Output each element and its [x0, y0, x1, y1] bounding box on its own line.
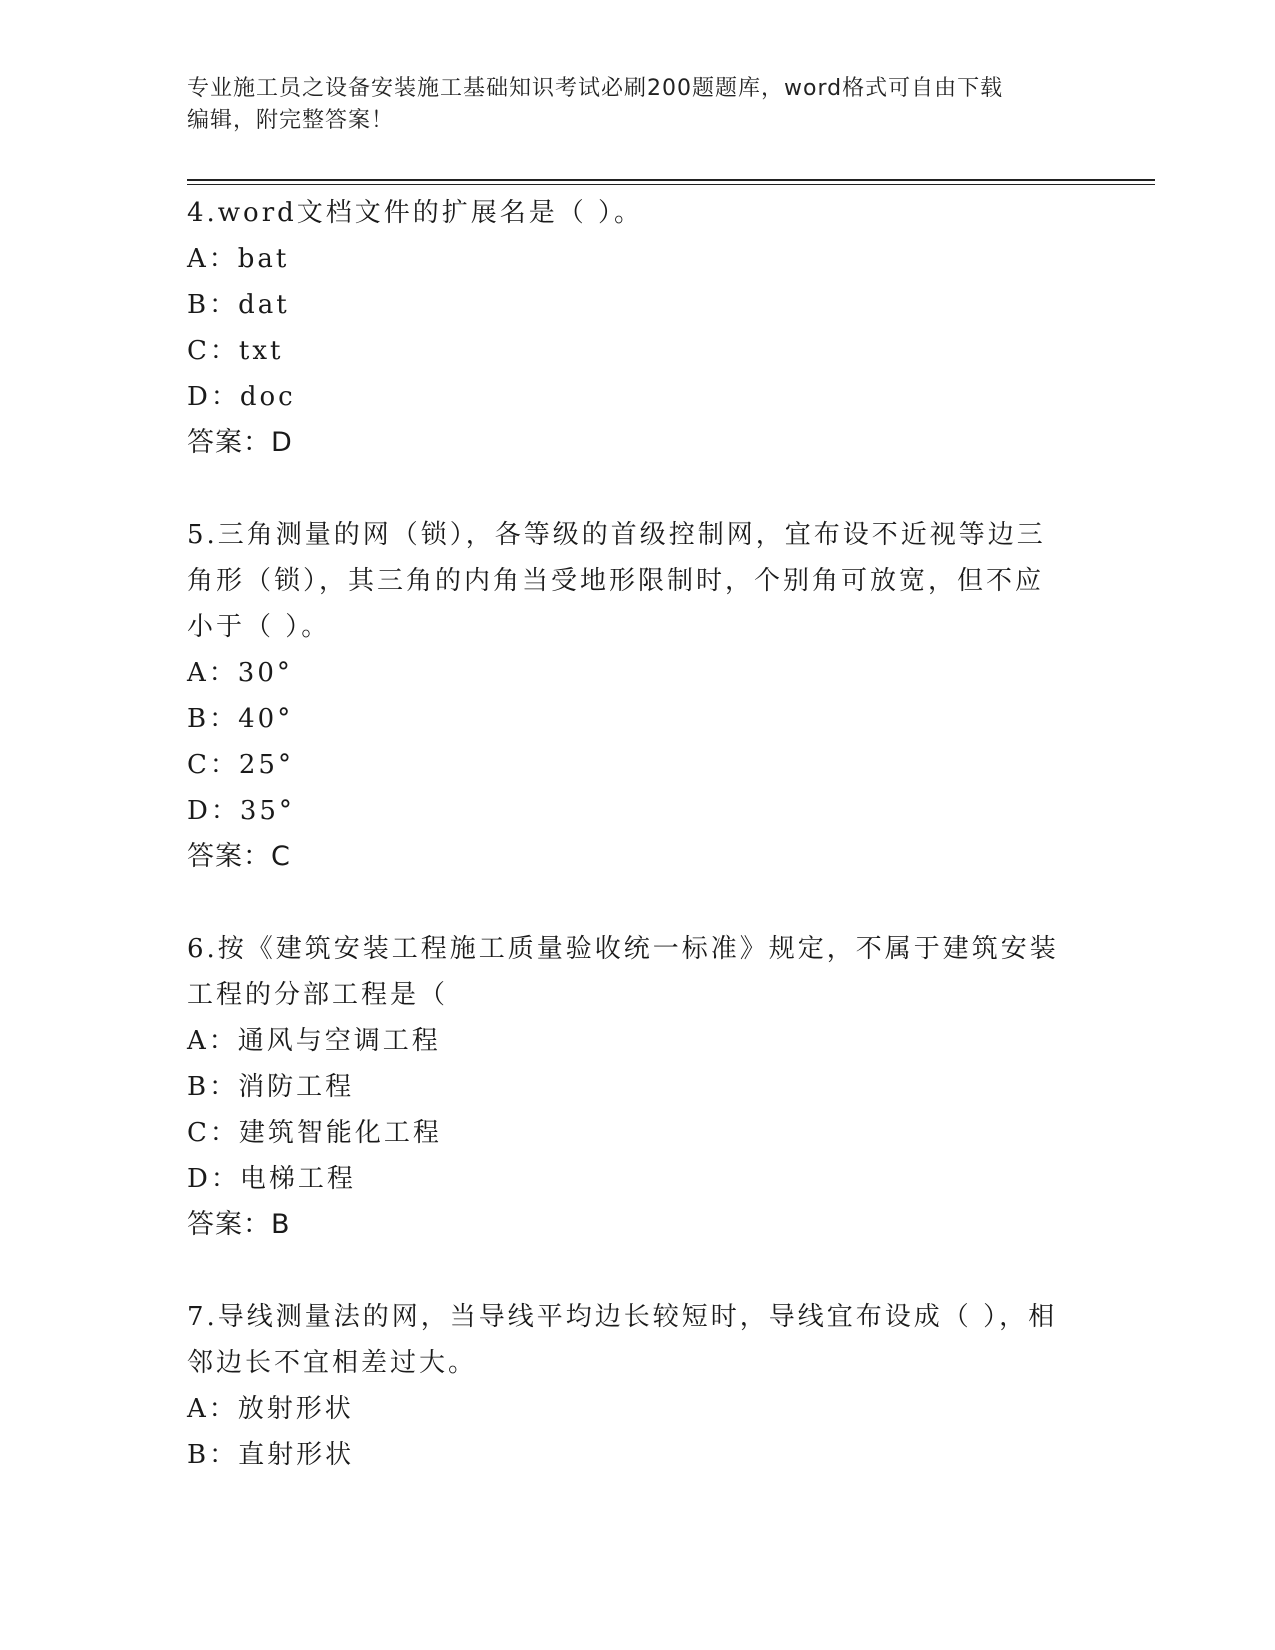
option-d: D：doc: [187, 382, 296, 412]
option-a: A：通风与空调工程: [187, 1026, 441, 1056]
option-d: D：35°: [187, 796, 295, 826]
option-d: D：电梯工程: [187, 1164, 356, 1194]
question-stem-line: 6.按《建筑安装工程施工质量验收统一标准》规定，不属于建筑安装: [187, 934, 1059, 964]
question-7: [187, 1294, 1087, 1478]
header-line-2: 编辑，附完整答案！: [187, 108, 395, 133]
header-divider-thin: [187, 184, 1155, 185]
option-a: A：30°: [187, 658, 293, 688]
question-stem-line: 7.导线测量法的网，当导线平均边长较短时，导线宜布设成（ ），相: [187, 1302, 1058, 1332]
document-header: [187, 73, 1087, 137]
question-stem-line: 4.word文档文件的扩展名是（ ）。: [187, 198, 644, 228]
question-stem-line: 邻边长不宜相差过大。: [187, 1348, 478, 1378]
option-c: C：txt: [187, 336, 284, 366]
option-b: B：40°: [187, 704, 294, 734]
question-5: [187, 512, 1087, 880]
option-b: B：dat: [187, 290, 290, 320]
option-b: B：消防工程: [187, 1072, 355, 1102]
question-stem-line: 5.三角测量的网（锁），各等级的首级控制网，宜布设不近视等边三: [187, 520, 1046, 550]
answer-line: 答案：B: [187, 1209, 291, 1240]
question-stem-line: 小于（ ）。: [187, 612, 331, 642]
answer-line: 答案：C: [187, 841, 291, 872]
question-stem-line: 角形（锁），其三角的内角当受地形限制时，个别角可放宽，但不应: [187, 566, 1045, 596]
header-line-1: 专业施工员之设备安装施工基础知识考试必刷200题题库，word格式可自由下载: [187, 76, 1004, 101]
question-stem-line: 工程的分部工程是（: [187, 980, 449, 1010]
option-b: B：直射形状: [187, 1440, 355, 1470]
answer-line: 答案：D: [187, 427, 293, 458]
question-6: [187, 926, 1087, 1248]
question-4: [187, 190, 1087, 466]
option-a: A：放射形状: [187, 1394, 354, 1424]
option-a: A：bat: [187, 244, 290, 274]
option-c: C：25°: [187, 750, 294, 780]
question-list: [187, 190, 1087, 1478]
option-c: C：建筑智能化工程: [187, 1118, 442, 1148]
header-divider-thick: [187, 179, 1155, 181]
